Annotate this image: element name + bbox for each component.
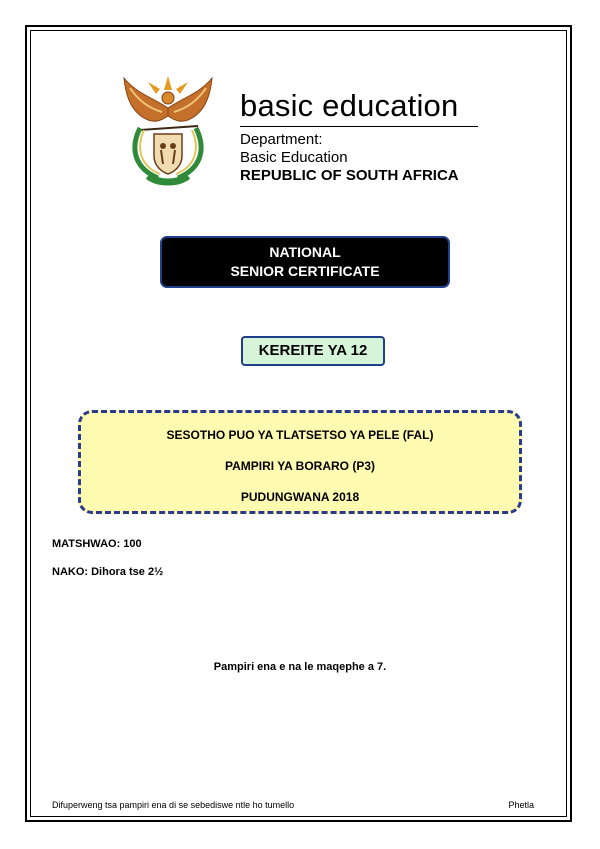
exam-title-line1: NATIONAL	[269, 244, 341, 260]
country-name: REPUBLIC OF SOUTH AFRICA	[240, 167, 459, 184]
grade-badge: KEREITE YA 12	[241, 336, 385, 366]
copyright-notice: Difuperweng tsa pampiri ena di se sebediswe ntle ho tumello	[52, 800, 295, 810]
brand-wordmark: basic education	[240, 88, 459, 123]
time-label: NAKO: Dihora tse 2½	[52, 566, 164, 578]
marks-label: MATSHWAO: 100	[52, 538, 142, 550]
department-block	[240, 131, 459, 185]
exam-title-line2: SENIOR CERTIFICATE	[230, 263, 380, 279]
subject-name: SESOTHO PUO YA TLATSETSO YA PELE (FAL)	[166, 428, 434, 442]
exam-session: PUDUNGWANA 2018	[240, 490, 360, 504]
turn-over-label: Phetla	[508, 800, 534, 810]
coat-of-arms-logo	[118, 68, 218, 188]
department-name: Basic Education	[240, 149, 348, 166]
exam-title-box	[160, 236, 450, 288]
subject-box	[78, 410, 522, 514]
page-count-note: Pampiri ena e na le maqephe a 7.	[213, 661, 387, 673]
paper-number: PAMPIRI YA BORARO (P3)	[224, 459, 376, 473]
brand-divider	[240, 126, 478, 127]
department-label: Department:	[240, 131, 323, 148]
